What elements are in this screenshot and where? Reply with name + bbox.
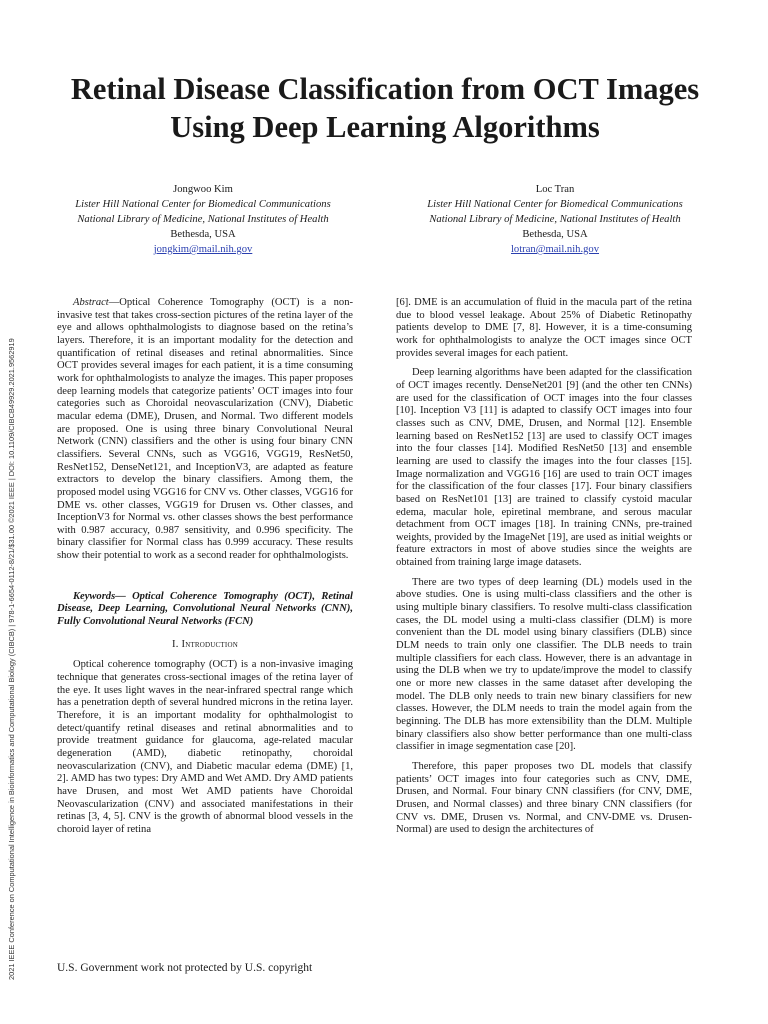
side-publication-note: [4, 120, 20, 980]
body-paragraph: [6]. DME is an accumulation of fluid in the macula part of the retina due to blood vessel leakage. About 25% of Diabetic Retinopathy patients develop to DME [7, 8]. However, it is a time-consuming work for ophthalmologists to analyze the OCT images since OCT provides several images for each patient.: [396, 297, 692, 359]
abstract-lead: Abstract: [73, 297, 109, 308]
copyright-footer: U.S. Government work not protected by U.S. copyright: [57, 962, 313, 974]
author-email-link[interactable]: jongkim@mail.nih.gov: [153, 244, 253, 255]
author-affiliation: National Library of Medicine, National Institutes of Health: [77, 214, 329, 225]
section-number: I.: [172, 638, 179, 650]
author-location: Bethesda, USA: [170, 229, 236, 240]
paper-title: Retinal Disease Classification from OCT Images Using Deep Learning Algorithms: [70, 72, 700, 144]
author-block-1: [38, 182, 368, 257]
side-publication-text: 2021 IEEE Conference on Computational Intelligence in Bioinformatics and Computational Biology (CIBCB) | 978-1-6654-0112-8/21/$31.00 ©2021 IEEE | DOI: 10.1109/CIBCB49929.2021.9562919: [7, 338, 16, 980]
introduction-paragraph: Optical coherence tomography (OCT) is a non-invasive imaging technique that generates cross-sectional images of the retina layer of the eye. It uses light waves in the near-infrared spectral range which has a penetration depth of several hundred microns in the retina layer. Therefore, it is an important modality for ophthalmologist to detect/quantify retinal diseases and retinal abnormalities and to provide treatment guidance for glaucoma, age-related macular degeneration (AMD), diabetic retinopathy, choroidal neovascularization (CNV), and Diabetic macular edema (DME) [1, 2]. AMD has two types: Dry AMD and Wet AMD. Dry AMD patients have Drusen, and most Wet AMD patients have Choroidal Neovascularization (CNV) and associated manifestations in their retinas [3, 4, 5]. CNV is the growth of abnormal blood vessels in the choroid layer of retina: [57, 659, 353, 835]
author-affiliation: National Library of Medicine, National Institutes of Health: [429, 214, 681, 225]
abstract-paragraph: [57, 297, 353, 563]
body-paragraph: There are two types of deep learning (DL) models used in the above studies. One is using multi-class classifiers and the other is using multiple binary classifiers. To resolve multi-class classification cases, the DL model using a multi-class classifier (DLM) is more convenient than the DL model using binary classifiers (DLB) since DLM needs to train only one classifier. The DLB needs to train multiple classifiers for each class. However, there is an advantage in using the DLB when we try to update/improve the model to classify one or more new classes in the same dataset after developing the model. The DLB only needs to train new binary classifiers for new classes. However, the DLM needs to train the model again from the beginning. The DLB has more extensibility than the DLM. Multiple binary classifiers also show better performance than one multi-class classifier in image segmentation case [20].: [396, 576, 692, 753]
author-block-2: [390, 182, 720, 257]
right-column: [396, 297, 692, 844]
author-name: Loc Tran: [535, 184, 575, 195]
abstract-text: —Optical Coherence Tomography (OCT) is a non-invasive test that takes cross-section pictures of the retina layer of the eye and allows ophthalmologists to diagnose based on the retina’s layers. Therefore, it is an important modality for the detection and quantification of retinal diseases and retinal abnormalities. Since OCT provides several images for each patient, it is a time consuming work for ophthalmologists to analyze the images. This paper proposes deep learning models that categorize patients’ OCT images into four categories such as Choroidal neovascularization (CNV), Diabetic macular edema (DME), Drusen, and Normal. Two different models are proposed. One is using three binary Convolutional Neural Network (CNN) classifiers and the other is using four binary CNN classifiers. Several CNNs, such as VGG16, VGG19, ResNet50, ResNet152, DenseNet121, and InceptionV3, are adapted as feature extractors to develop the binary classifiers. Among them, the proposed model using VGG16 for CNV vs. Other classes, VGG16 for DME vs. other classes, VGG19 for Drusen vs. Other classes, and InceptionV3 for Normal vs. other classes shows the best performance with 0.987 accuracy, 0.987 sensitivity, and 0.996 specificity. The binary classifier for Normal class has 0.999 accuracy. These results show their potential to work as a second reader for ophthalmologists.: [57, 297, 353, 562]
body-paragraph: Deep learning algorithms have been adapted for the classification of OCT images recently. DenseNet201 [9] (and the other ten CNNs) are used for the classification of OCT images into the four classes [10]. Inception V3 [11] is adapted to classify OCT images into four classes such as CNV, DME, Drusen, and Normal [12]. Ensemble learning based on ResNet152 [13] are used to classify OCT images into the four classes [14]. Modified ResNet50 [13] and ensemble learning are used to classify the images into the four classes [15]. Image normalization and VGG16 [16] are used to train OCT images for the classification of the four classes [17]. Four binary classifiers based on ResNet101 [13] are trained to classify cystoid macular edema, macular hole, epiretinal membrane, and serous macular detachment from OCT images [18]. In training CNNs, pre-trained weights, provided by the ImageNet [19], are used as initial weights or feature extractors in most of above studies since the weights are obtained from training large image datasets.: [396, 367, 692, 569]
body-paragraph: Therefore, this paper proposes two DL models that classify patients’ OCT images into four categories such as CNV, DME, Drusen, and Normal. Four binary CNN classifiers (for CNV, DME, Drusen, and Normal classes) and three binary CNN classifiers (for CNV vs. DME, Drusen vs. Normal, and CNV-DME vs. Drusen-Normal) are used to design the architectures of: [396, 760, 692, 836]
left-column: [57, 297, 353, 844]
author-affiliation: Lister Hill National Center for Biomedical Communications: [75, 199, 331, 210]
section-title: Introduction: [181, 638, 238, 650]
section-heading-introduction: [57, 639, 353, 652]
author-name: Jongwoo Kim: [173, 184, 233, 195]
keywords-paragraph: Keywords— Optical Coherence Tomography (OCT), Retinal Disease, Deep Learning, Convolutional Neural Networks (CNN), Fully Convolutional Neural Networks (FCN): [57, 590, 353, 628]
author-location: Bethesda, USA: [522, 229, 588, 240]
author-email-link[interactable]: lotran@mail.nih.gov: [510, 244, 600, 255]
author-affiliation: Lister Hill National Center for Biomedical Communications: [427, 199, 683, 210]
